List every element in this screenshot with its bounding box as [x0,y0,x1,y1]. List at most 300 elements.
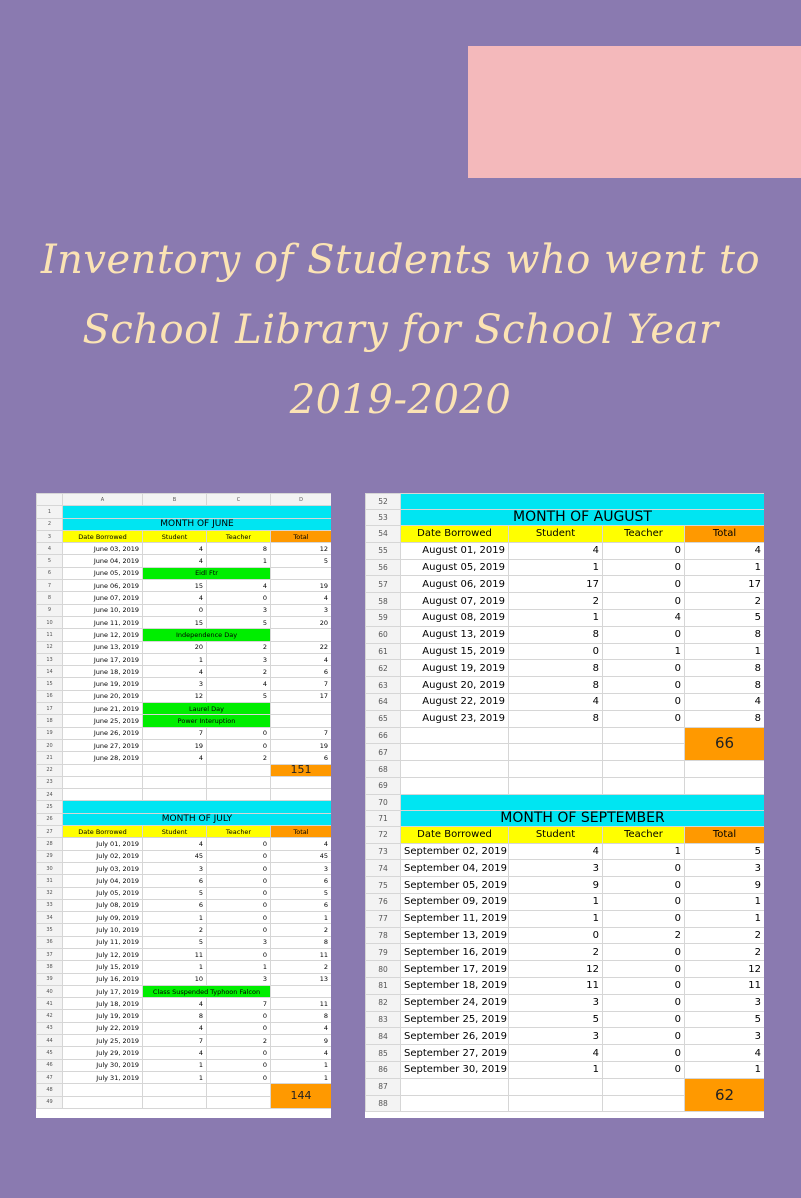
teacher-cell[interactable]: 8 [207,543,271,555]
student-cell[interactable]: 3 [509,860,603,877]
event-cell[interactable]: Independence Day [143,629,271,641]
month-total[interactable]: 144 [271,1084,332,1109]
empty-cell[interactable] [63,1096,143,1108]
empty-cell[interactable] [401,744,509,761]
column-header-date[interactable]: Date Borrowed [401,826,509,843]
total-cell[interactable]: 6 [271,752,332,764]
teacher-cell[interactable]: 5 [207,690,271,702]
total-cell[interactable]: 3 [685,1028,765,1045]
teacher-cell[interactable]: 0 [603,559,685,576]
date-cell[interactable]: July 12, 2019 [63,948,143,960]
date-cell[interactable]: August 07, 2019 [401,593,509,610]
column-letter[interactable]: D [271,494,332,506]
date-cell[interactable]: September 27, 2019 [401,1045,509,1062]
date-cell[interactable]: June 21, 2019 [63,703,143,715]
date-cell[interactable]: August 01, 2019 [401,542,509,559]
date-cell[interactable]: July 08, 2019 [63,899,143,911]
empty-cell[interactable] [207,776,271,788]
empty-cell[interactable] [509,1078,603,1095]
teacher-cell[interactable]: 0 [603,977,685,994]
student-cell[interactable]: 8 [509,677,603,694]
total-cell[interactable]: 22 [271,641,332,653]
student-cell[interactable]: 1 [143,1059,207,1071]
empty-cell[interactable] [603,777,685,794]
total-cell[interactable]: 11 [685,977,765,994]
student-cell[interactable]: 4 [143,1022,207,1034]
date-cell[interactable]: September 24, 2019 [401,994,509,1011]
student-cell[interactable]: 10 [143,973,207,985]
student-cell[interactable]: 4 [143,752,207,764]
total-cell[interactable]: 4 [685,1045,765,1062]
teacher-cell[interactable]: 0 [603,677,685,694]
teacher-cell[interactable]: 0 [603,626,685,643]
empty-cell[interactable] [271,789,332,801]
student-cell[interactable]: 7 [143,727,207,739]
column-letter[interactable]: B [143,494,207,506]
date-cell[interactable]: September 26, 2019 [401,1028,509,1045]
student-cell[interactable]: 19 [143,739,207,751]
date-cell[interactable]: July 04, 2019 [63,875,143,887]
teacher-cell[interactable]: 0 [603,944,685,961]
date-cell[interactable]: June 05, 2019 [63,567,143,579]
total-cell[interactable]: 4 [271,1022,332,1034]
date-cell[interactable]: August 05, 2019 [401,559,509,576]
teacher-cell[interactable]: 0 [603,1045,685,1062]
student-cell[interactable]: 2 [509,593,603,610]
student-cell[interactable]: 4 [143,543,207,555]
date-cell[interactable]: September 30, 2019 [401,1061,509,1078]
empty-cell[interactable] [63,1084,143,1096]
total-cell[interactable]: 1 [685,910,765,927]
student-cell[interactable]: 11 [143,948,207,960]
empty-cell[interactable] [401,727,509,744]
teacher-cell[interactable]: 3 [207,604,271,616]
date-cell[interactable]: September 13, 2019 [401,927,509,944]
column-letter[interactable]: A [63,494,143,506]
student-cell[interactable]: 1 [509,609,603,626]
teacher-cell[interactable]: 0 [207,912,271,924]
date-cell[interactable]: August 08, 2019 [401,609,509,626]
student-cell[interactable]: 3 [143,862,207,874]
month-title[interactable] [63,506,332,518]
teacher-cell[interactable]: 0 [207,899,271,911]
date-cell[interactable]: August 20, 2019 [401,677,509,694]
total-cell[interactable]: 4 [271,838,332,850]
teacher-cell[interactable]: 1 [603,843,685,860]
date-cell[interactable]: June 03, 2019 [63,543,143,555]
column-letter[interactable]: C [207,494,271,506]
teacher-cell[interactable]: 0 [603,593,685,610]
column-header-student[interactable]: Student [509,526,603,543]
student-cell[interactable]: 5 [143,936,207,948]
empty-cell[interactable] [63,776,143,788]
teacher-cell[interactable]: 0 [603,910,685,927]
date-cell[interactable]: June 26, 2019 [63,727,143,739]
date-cell[interactable]: June 12, 2019 [63,629,143,641]
total-cell[interactable]: 5 [685,609,765,626]
teacher-cell[interactable]: 0 [603,693,685,710]
total-cell[interactable]: 8 [685,710,765,727]
total-cell[interactable]: 1 [685,643,765,660]
empty-cell[interactable] [63,789,143,801]
total-cell[interactable]: 17 [685,576,765,593]
total-cell[interactable]: 1 [685,1061,765,1078]
empty-cell[interactable] [509,727,603,744]
date-cell[interactable]: July 01, 2019 [63,838,143,850]
student-cell[interactable]: 5 [143,887,207,899]
date-cell[interactable]: September 05, 2019 [401,877,509,894]
column-header-student[interactable]: Student [143,826,207,838]
student-cell[interactable]: 4 [143,838,207,850]
teacher-cell[interactable]: 0 [603,961,685,978]
event-cell[interactable]: Laurel Day [143,703,271,715]
student-cell[interactable]: 3 [143,678,207,690]
student-cell[interactable]: 1 [509,559,603,576]
date-cell[interactable]: June 11, 2019 [63,616,143,628]
empty-cell[interactable] [401,1095,509,1112]
total-cell[interactable]: 4 [271,592,332,604]
date-cell[interactable]: June 06, 2019 [63,580,143,592]
teacher-cell[interactable]: 0 [207,875,271,887]
teacher-cell[interactable]: 0 [603,576,685,593]
total-cell[interactable]: 5 [271,887,332,899]
column-header-total[interactable]: Total [685,826,765,843]
total-cell[interactable]: 11 [271,948,332,960]
empty-cell[interactable] [603,744,685,761]
date-cell[interactable]: August 13, 2019 [401,626,509,643]
date-cell[interactable]: July 17, 2019 [63,985,143,997]
teacher-cell[interactable]: 0 [603,893,685,910]
teacher-cell[interactable]: 0 [603,542,685,559]
student-cell[interactable]: 6 [143,899,207,911]
student-cell[interactable]: 4 [509,542,603,559]
date-cell[interactable]: June 20, 2019 [63,690,143,702]
student-cell[interactable]: 20 [143,641,207,653]
total-cell[interactable]: 4 [271,1047,332,1059]
column-header-date[interactable]: Date Borrowed [401,526,509,543]
total-cell[interactable]: 1 [271,1071,332,1083]
total-cell[interactable]: 45 [271,850,332,862]
total-cell[interactable]: 2 [685,944,765,961]
empty-cell[interactable] [143,789,207,801]
date-cell[interactable]: June 04, 2019 [63,555,143,567]
total-cell[interactable]: 8 [685,660,765,677]
total-cell[interactable]: 6 [271,899,332,911]
column-header-total[interactable]: Total [271,530,332,542]
empty-cell[interactable] [685,777,765,794]
teacher-cell[interactable]: 0 [207,924,271,936]
student-cell[interactable]: 4 [143,998,207,1010]
teacher-cell[interactable]: 0 [207,850,271,862]
empty-cell[interactable] [401,1078,509,1095]
empty-cell[interactable] [509,761,603,778]
teacher-cell[interactable]: 0 [603,860,685,877]
column-header-teacher[interactable]: Teacher [603,526,685,543]
date-cell[interactable]: July 25, 2019 [63,1035,143,1047]
date-cell[interactable]: August 22, 2019 [401,693,509,710]
student-cell[interactable]: 2 [509,944,603,961]
student-cell[interactable]: 6 [143,875,207,887]
total-cell[interactable] [271,567,332,579]
teacher-cell[interactable]: 2 [603,927,685,944]
date-cell[interactable]: September 04, 2019 [401,860,509,877]
empty-cell[interactable] [685,761,765,778]
date-cell[interactable]: August 19, 2019 [401,660,509,677]
student-cell[interactable]: 4 [143,592,207,604]
total-cell[interactable]: 17 [271,690,332,702]
date-cell[interactable]: September 25, 2019 [401,1011,509,1028]
student-cell[interactable]: 4 [143,666,207,678]
date-cell[interactable]: September 16, 2019 [401,944,509,961]
total-cell[interactable]: 2 [271,961,332,973]
student-cell[interactable]: 0 [509,927,603,944]
teacher-cell[interactable]: 0 [207,862,271,874]
empty-cell[interactable] [509,744,603,761]
date-cell[interactable]: July 11, 2019 [63,936,143,948]
total-cell[interactable] [271,985,332,997]
empty-cell[interactable] [401,777,509,794]
empty-cell[interactable] [603,1095,685,1112]
total-cell[interactable]: 3 [271,862,332,874]
date-cell[interactable]: June 13, 2019 [63,641,143,653]
empty-cell[interactable] [603,727,685,744]
teacher-cell[interactable]: 1 [207,961,271,973]
student-cell[interactable]: 1 [143,912,207,924]
empty-cell[interactable] [143,1096,207,1108]
date-cell[interactable]: July 29, 2019 [63,1047,143,1059]
column-header-date[interactable]: Date Borrowed [63,530,143,542]
total-cell[interactable]: 8 [685,626,765,643]
teacher-cell[interactable]: 0 [603,1061,685,1078]
total-cell[interactable]: 20 [271,616,332,628]
teacher-cell[interactable]: 2 [207,641,271,653]
date-cell[interactable]: June 07, 2019 [63,592,143,604]
date-cell[interactable]: June 17, 2019 [63,653,143,665]
empty-cell[interactable] [207,764,271,776]
student-cell[interactable]: 9 [509,877,603,894]
teacher-cell[interactable]: 0 [207,1059,271,1071]
teacher-cell[interactable]: 0 [207,1071,271,1083]
teacher-cell[interactable]: 2 [207,666,271,678]
month-title[interactable] [401,794,765,810]
date-cell[interactable]: July 09, 2019 [63,912,143,924]
total-cell[interactable]: 3 [685,860,765,877]
column-header-total[interactable]: Total [271,826,332,838]
column-header-student[interactable]: Student [143,530,207,542]
teacher-cell[interactable]: 3 [207,973,271,985]
student-cell[interactable]: 8 [509,710,603,727]
teacher-cell[interactable]: 0 [207,592,271,604]
column-header-total[interactable]: Total [685,526,765,543]
month-title[interactable]: MONTH OF JULY [63,813,332,825]
total-cell[interactable]: 1 [685,893,765,910]
date-cell[interactable]: August 23, 2019 [401,710,509,727]
total-cell[interactable]: 6 [271,666,332,678]
teacher-cell[interactable]: 7 [207,998,271,1010]
student-cell[interactable]: 15 [143,580,207,592]
event-cell[interactable]: Eidl Ftr [143,567,271,579]
date-cell[interactable]: July 15, 2019 [63,961,143,973]
teacher-cell[interactable]: 2 [207,1035,271,1047]
total-cell[interactable]: 1 [271,1059,332,1071]
total-cell[interactable]: 13 [271,973,332,985]
total-cell[interactable]: 7 [271,678,332,690]
total-cell[interactable]: 12 [271,543,332,555]
student-cell[interactable]: 3 [509,994,603,1011]
month-total[interactable]: 151 [271,764,332,776]
teacher-cell[interactable]: 0 [603,877,685,894]
date-cell[interactable]: September 18, 2019 [401,977,509,994]
date-cell[interactable]: July 05, 2019 [63,887,143,899]
student-cell[interactable]: 17 [509,576,603,593]
student-cell[interactable]: 1 [509,1061,603,1078]
total-cell[interactable] [271,703,332,715]
student-cell[interactable]: 15 [143,616,207,628]
teacher-cell[interactable]: 0 [603,660,685,677]
event-cell[interactable]: Class Suspended Typhoon Falcon [143,985,271,997]
total-cell[interactable]: 9 [685,877,765,894]
month-title[interactable]: MONTH OF SEPTEMBER [401,810,765,826]
empty-cell[interactable] [271,776,332,788]
total-cell[interactable]: 3 [685,994,765,1011]
teacher-cell[interactable]: 0 [207,1047,271,1059]
total-cell[interactable] [271,629,332,641]
empty-cell[interactable] [603,1078,685,1095]
total-cell[interactable]: 2 [271,924,332,936]
empty-cell[interactable] [207,1096,271,1108]
student-cell[interactable]: 2 [143,924,207,936]
month-title[interactable]: MONTH OF AUGUST [401,510,765,526]
empty-cell[interactable] [143,764,207,776]
student-cell[interactable]: 4 [509,1045,603,1062]
date-cell[interactable]: July 03, 2019 [63,862,143,874]
total-cell[interactable]: 2 [685,593,765,610]
student-cell[interactable]: 5 [509,1011,603,1028]
empty-cell[interactable] [63,764,143,776]
date-cell[interactable]: August 15, 2019 [401,643,509,660]
total-cell[interactable]: 19 [271,580,332,592]
date-cell[interactable]: July 22, 2019 [63,1022,143,1034]
student-cell[interactable]: 7 [143,1035,207,1047]
date-cell[interactable]: June 28, 2019 [63,752,143,764]
total-cell[interactable]: 3 [271,604,332,616]
date-cell[interactable]: July 18, 2019 [63,998,143,1010]
date-cell[interactable]: September 17, 2019 [401,961,509,978]
student-cell[interactable]: 4 [509,693,603,710]
teacher-cell[interactable]: 0 [207,838,271,850]
teacher-cell[interactable]: 0 [207,727,271,739]
total-cell[interactable]: 7 [271,727,332,739]
student-cell[interactable]: 4 [143,555,207,567]
teacher-cell[interactable]: 0 [603,1011,685,1028]
student-cell[interactable]: 4 [509,843,603,860]
month-title[interactable] [401,494,765,510]
student-cell[interactable]: 8 [143,1010,207,1022]
empty-cell[interactable] [207,1084,271,1096]
teacher-cell[interactable]: 0 [207,948,271,960]
date-cell[interactable]: July 30, 2019 [63,1059,143,1071]
teacher-cell[interactable]: 0 [207,1022,271,1034]
teacher-cell[interactable]: 0 [207,739,271,751]
student-cell[interactable]: 45 [143,850,207,862]
teacher-cell[interactable]: 0 [207,1010,271,1022]
teacher-cell[interactable]: 0 [207,887,271,899]
total-cell[interactable] [271,715,332,727]
student-cell[interactable]: 1 [143,653,207,665]
empty-cell[interactable] [401,761,509,778]
teacher-cell[interactable]: 0 [603,710,685,727]
total-cell[interactable]: 19 [271,739,332,751]
total-cell[interactable]: 4 [685,542,765,559]
date-cell[interactable]: September 11, 2019 [401,910,509,927]
student-cell[interactable]: 12 [143,690,207,702]
month-title[interactable]: MONTH OF JUNE [63,518,332,530]
total-cell[interactable]: 5 [685,843,765,860]
student-cell[interactable]: 11 [509,977,603,994]
total-cell[interactable]: 8 [271,1010,332,1022]
total-cell[interactable]: 5 [271,555,332,567]
teacher-cell[interactable]: 2 [207,752,271,764]
month-total[interactable]: 62 [685,1078,765,1112]
student-cell[interactable]: 12 [509,961,603,978]
total-cell[interactable]: 2 [685,927,765,944]
corner-cell[interactable] [37,494,63,506]
total-cell[interactable]: 9 [271,1035,332,1047]
total-cell[interactable]: 1 [685,559,765,576]
total-cell[interactable]: 5 [685,1011,765,1028]
date-cell[interactable]: July 02, 2019 [63,850,143,862]
teacher-cell[interactable]: 1 [207,555,271,567]
column-header-teacher[interactable]: Teacher [207,530,271,542]
date-cell[interactable]: July 10, 2019 [63,924,143,936]
empty-cell[interactable] [509,1095,603,1112]
date-cell[interactable]: June 25, 2019 [63,715,143,727]
total-cell[interactable]: 11 [271,998,332,1010]
event-cell[interactable]: Power Interuption [143,715,271,727]
teacher-cell[interactable]: 3 [207,653,271,665]
date-cell[interactable]: July 16, 2019 [63,973,143,985]
date-cell[interactable]: July 19, 2019 [63,1010,143,1022]
total-cell[interactable]: 8 [271,936,332,948]
student-cell[interactable]: 0 [143,604,207,616]
total-cell[interactable]: 8 [685,677,765,694]
student-cell[interactable]: 4 [143,1047,207,1059]
date-cell[interactable]: September 02, 2019 [401,843,509,860]
teacher-cell[interactable]: 4 [207,678,271,690]
total-cell[interactable]: 6 [271,875,332,887]
total-cell[interactable]: 1 [271,912,332,924]
date-cell[interactable]: June 10, 2019 [63,604,143,616]
month-title[interactable] [63,801,332,813]
total-cell[interactable]: 4 [271,653,332,665]
teacher-cell[interactable]: 3 [207,936,271,948]
student-cell[interactable]: 3 [509,1028,603,1045]
teacher-cell[interactable]: 0 [603,1028,685,1045]
date-cell[interactable]: June 19, 2019 [63,678,143,690]
column-header-teacher[interactable]: Teacher [603,826,685,843]
student-cell[interactable]: 0 [509,643,603,660]
date-cell[interactable]: June 18, 2019 [63,666,143,678]
student-cell[interactable]: 8 [509,660,603,677]
column-header-date[interactable]: Date Borrowed [63,826,143,838]
column-header-teacher[interactable]: Teacher [207,826,271,838]
date-cell[interactable]: August 06, 2019 [401,576,509,593]
student-cell[interactable]: 1 [509,910,603,927]
teacher-cell[interactable]: 5 [207,616,271,628]
total-cell[interactable]: 12 [685,961,765,978]
empty-cell[interactable] [143,1084,207,1096]
date-cell[interactable]: June 27, 2019 [63,739,143,751]
